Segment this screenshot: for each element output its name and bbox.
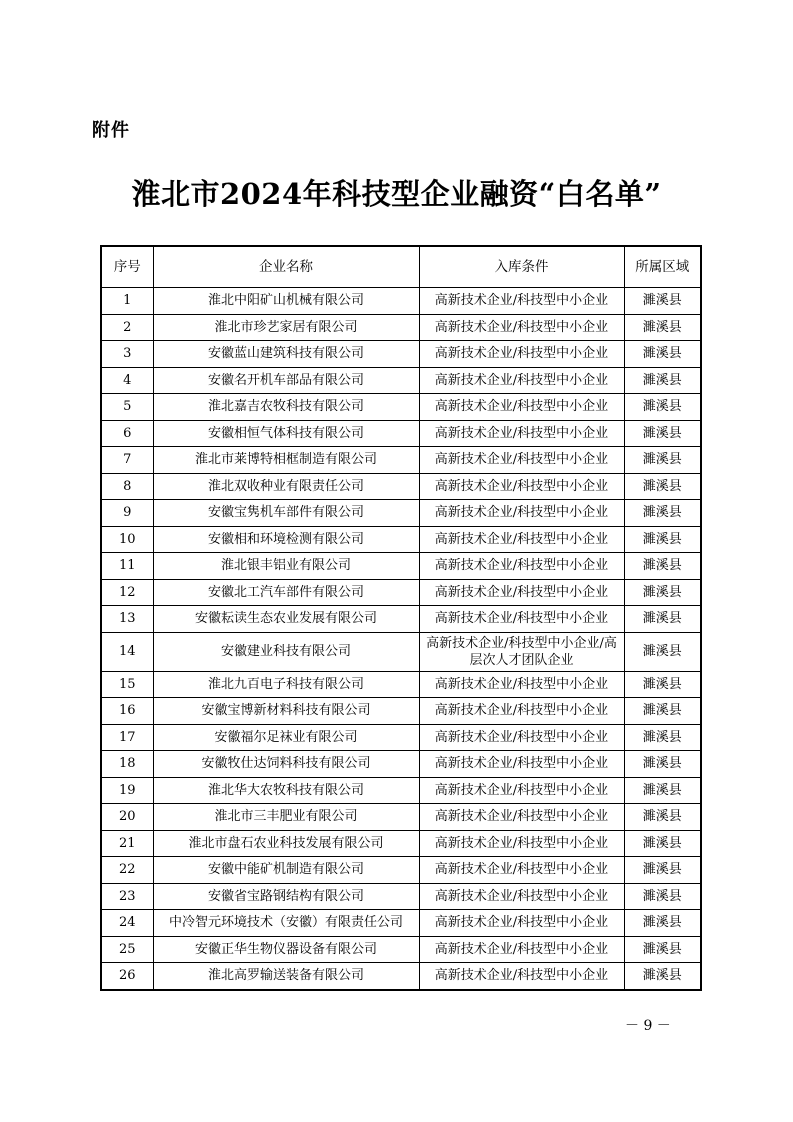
cell-no: 6 [101,420,153,447]
whitelist-table [100,245,702,991]
cell-area: 濉溪县 [624,473,701,500]
cell-no: 21 [101,830,153,857]
cell-area: 濉溪县 [624,724,701,751]
cell-condition: 高新技术企业/科技型中小企业 [419,341,624,368]
cell-area: 濉溪县 [624,830,701,857]
table-header-row [101,246,701,288]
cell-area: 濉溪县 [624,500,701,527]
cell-condition: 高新技术企业/科技型中小企业 [419,473,624,500]
cell-no: 7 [101,447,153,474]
cell-no: 9 [101,500,153,527]
table-row [101,420,701,447]
cell-condition: 高新技术企业/科技型中小企业 [419,526,624,553]
cell-company-name: 淮北银丰铝业有限公司 [153,553,419,580]
table-row [101,671,701,698]
cell-condition: 高新技术企业/科技型中小企业 [419,857,624,884]
cell-condition: 高新技术企业/科技型中小企业 [419,883,624,910]
cell-company-name: 淮北中阳矿山机械有限公司 [153,288,419,315]
cell-condition: 高新技术企业/科技型中小企业 [419,936,624,963]
cell-company-name: 安徽相恒气体科技有限公司 [153,420,419,447]
cell-area: 濉溪县 [624,698,701,725]
cell-no: 11 [101,553,153,580]
table-row [101,341,701,368]
cell-no: 10 [101,526,153,553]
table-row [101,698,701,725]
table-row [101,314,701,341]
cell-area: 濉溪县 [624,447,701,474]
cell-condition: 高新技术企业/科技型中小企业 [419,420,624,447]
attachment-label: 附件 [92,120,130,141]
cell-no: 8 [101,473,153,500]
cell-area: 濉溪县 [624,394,701,421]
cell-company-name: 淮北华大农牧科技有限公司 [153,777,419,804]
cell-no: 2 [101,314,153,341]
cell-condition: 高新技术企业/科技型中小企业 [419,579,624,606]
table-row [101,936,701,963]
cell-company-name: 安徽建业科技有限公司 [153,632,419,671]
cell-no: 26 [101,963,153,990]
cell-area: 濉溪县 [624,553,701,580]
cell-area: 濉溪县 [624,671,701,698]
cell-company-name: 安徽耘读生态农业发展有限公司 [153,606,419,633]
cell-no: 5 [101,394,153,421]
table-row [101,883,701,910]
table-row [101,751,701,778]
cell-area: 濉溪县 [624,777,701,804]
cell-area: 濉溪县 [624,910,701,937]
table-row [101,724,701,751]
cell-company-name: 淮北市莱博特相框制造有限公司 [153,447,419,474]
cell-area: 濉溪县 [624,420,701,447]
cell-area: 濉溪县 [624,804,701,831]
page-number: － 9 － [625,1018,671,1034]
cell-condition: 高新技术企业/科技型中小企业/高层次人才团队企业 [419,632,624,671]
cell-condition: 高新技术企业/科技型中小企业 [419,724,624,751]
cell-no: 24 [101,910,153,937]
cell-condition: 高新技术企业/科技型中小企业 [419,698,624,725]
cell-condition: 高新技术企业/科技型中小企业 [419,777,624,804]
cell-company-name: 安徽福尔足袜业有限公司 [153,724,419,751]
cell-area: 濉溪县 [624,606,701,633]
cell-no: 3 [101,341,153,368]
cell-condition: 高新技术企业/科技型中小企业 [419,288,624,315]
header-no: 序号 [101,246,153,288]
cell-condition: 高新技术企业/科技型中小企业 [419,500,624,527]
cell-condition: 高新技术企业/科技型中小企业 [419,671,624,698]
cell-no: 25 [101,936,153,963]
table-row [101,394,701,421]
cell-no: 20 [101,804,153,831]
cell-condition: 高新技术企业/科技型中小企业 [419,751,624,778]
header-area: 所属区域 [624,246,701,288]
cell-area: 濉溪县 [624,288,701,315]
document-title: 淮北市2024年科技型企业融资“白名单” [131,177,662,211]
cell-area: 濉溪县 [624,579,701,606]
cell-condition: 高新技术企业/科技型中小企业 [419,553,624,580]
cell-no: 15 [101,671,153,698]
cell-area: 濉溪县 [624,751,701,778]
table-row [101,288,701,315]
cell-condition: 高新技术企业/科技型中小企业 [419,447,624,474]
cell-area: 濉溪县 [624,963,701,990]
cell-company-name: 安徽省宝路钢结构有限公司 [153,883,419,910]
cell-area: 濉溪县 [624,314,701,341]
cell-company-name: 安徽北工汽车部件有限公司 [153,579,419,606]
cell-condition: 高新技术企业/科技型中小企业 [419,314,624,341]
cell-area: 濉溪县 [624,936,701,963]
cell-company-name: 安徽蓝山建筑科技有限公司 [153,341,419,368]
cell-company-name: 安徽名开机车部品有限公司 [153,367,419,394]
cell-area: 濉溪县 [624,857,701,884]
cell-no: 12 [101,579,153,606]
table-row [101,963,701,990]
cell-area: 濉溪县 [624,883,701,910]
cell-company-name: 安徽相和环境检测有限公司 [153,526,419,553]
cell-no: 22 [101,857,153,884]
cell-no: 13 [101,606,153,633]
cell-company-name: 安徽中能矿机制造有限公司 [153,857,419,884]
table-row [101,367,701,394]
cell-no: 18 [101,751,153,778]
cell-company-name: 淮北市珍艺家居有限公司 [153,314,419,341]
table-row [101,473,701,500]
table-row [101,447,701,474]
cell-condition: 高新技术企业/科技型中小企业 [419,394,624,421]
table-row [101,632,701,671]
cell-no: 17 [101,724,153,751]
cell-company-name: 淮北市三丰肥业有限公司 [153,804,419,831]
cell-condition: 高新技术企业/科技型中小企业 [419,367,624,394]
table-row [101,910,701,937]
table-body [101,288,701,990]
cell-company-name: 安徽宝博新材料科技有限公司 [153,698,419,725]
cell-no: 1 [101,288,153,315]
cell-condition: 高新技术企业/科技型中小企业 [419,963,624,990]
table-row [101,526,701,553]
cell-no: 16 [101,698,153,725]
cell-company-name: 安徽牧仕达饲料科技有限公司 [153,751,419,778]
table-row [101,500,701,527]
cell-company-name: 淮北市盘石农业科技发展有限公司 [153,830,419,857]
cell-company-name: 淮北九百电子科技有限公司 [153,671,419,698]
table-row [101,553,701,580]
table-row [101,777,701,804]
table-row [101,804,701,831]
cell-company-name: 淮北双收种业有限责任公司 [153,473,419,500]
cell-company-name: 淮北高罗输送装备有限公司 [153,963,419,990]
cell-area: 濉溪县 [624,341,701,368]
cell-no: 14 [101,632,153,671]
header-condition: 入库条件 [419,246,624,288]
cell-company-name: 淮北嘉吉农牧科技有限公司 [153,394,419,421]
cell-area: 濉溪县 [624,632,701,671]
cell-no: 4 [101,367,153,394]
cell-condition: 高新技术企业/科技型中小企业 [419,910,624,937]
cell-area: 濉溪县 [624,526,701,553]
cell-condition: 高新技术企业/科技型中小企业 [419,830,624,857]
header-company-name: 企业名称 [153,246,419,288]
cell-area: 濉溪县 [624,367,701,394]
table-row [101,857,701,884]
table-row [101,830,701,857]
cell-company-name: 安徽正华生物仪器设备有限公司 [153,936,419,963]
table-row [101,579,701,606]
table-row [101,606,701,633]
cell-condition: 高新技术企业/科技型中小企业 [419,804,624,831]
cell-no: 19 [101,777,153,804]
cell-no: 23 [101,883,153,910]
cell-company-name: 安徽宝隽机车部件有限公司 [153,500,419,527]
cell-company-name: 中冷智元环境技术（安徽）有限责任公司 [153,910,419,937]
cell-condition: 高新技术企业/科技型中小企业 [419,606,624,633]
